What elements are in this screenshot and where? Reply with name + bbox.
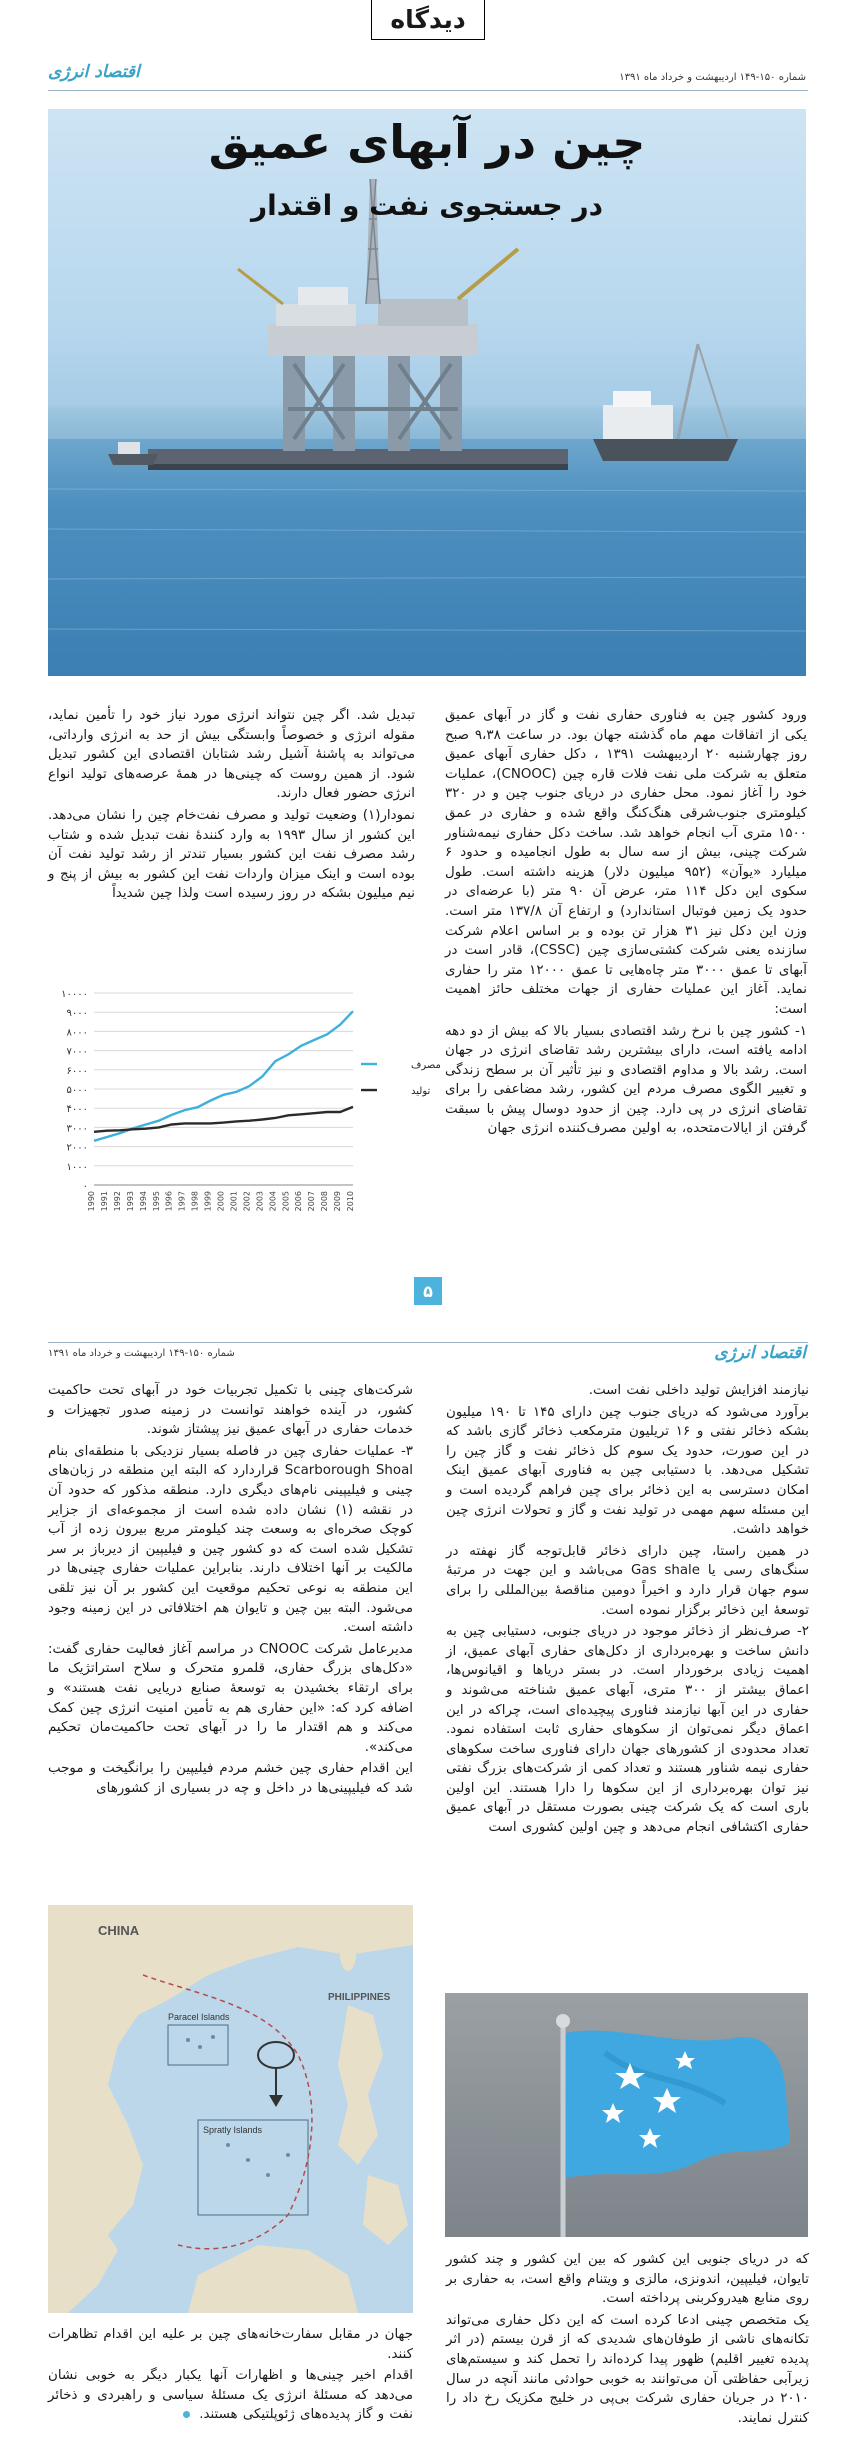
page2-left-column-bottom bbox=[48, 2325, 413, 2455]
y-tick-label: ۵۰۰۰ bbox=[66, 1085, 88, 1096]
x-tick-label: 1992 bbox=[112, 1191, 122, 1212]
paragraph: ۳- عملیات حفاری چین در فاصله بسیار نزدیکی با منطقه‌ای بنام Scarborough Shoal قراردارد که البته این منطقه در زبان‌های چینی و فیلیپینی نام‌های دیگری دارد. منطقه مذکور که حدود آن در نقشه (۱) نشان داده شده است از مجموعه‌ای از جزایر کوچک صخره‌ای به وسعت چند کیلومتر مربع بیرون زده از آب تشکیل شده است که دو کشور چین و فیلیپین از دیرباز بر سر مالکیت بر آنها اختلاف دارند. بنابراین عملیات حفاری چینی‌ها در این منطقه به نوعی تحکیم موقعیت این کشور بر آن نیز تلقی می‌شود. البته بین چین و تایوان هم اختلافاتی در این زمینه وجود داشته است. bbox=[48, 1443, 413, 1636]
series-line bbox=[94, 1011, 353, 1141]
x-tick-label: 2008 bbox=[320, 1191, 330, 1212]
map-label-philippines: PHILIPPINES bbox=[328, 1992, 391, 2003]
paragraph: یک متخصص چینی ادعا کرده است که این دکل حفاری می‌تواند تکانه‌های ناشی از طوفان‌های شدیدی که از قرن بیستم (در اثر پدیده تغییر اقلیم) ظهور پیدا کرده‌اند را تحمل کند و سیستم‌های زیرآبی حفاظتی آن می‌توانند به خوبی حوادثی مانند آنچه در سال ۲۰۱۰ در جریان حفاری شرکت بی‌پی در خلیج مکزیک رخ داد را کنترل نمایند. bbox=[446, 2312, 809, 2426]
x-tick-label: 2006 bbox=[294, 1191, 304, 1212]
x-tick-label: 1997 bbox=[177, 1191, 187, 1212]
x-tick-label: 2005 bbox=[281, 1191, 291, 1212]
paragraph: جهان در مقابل سفارت‌خانه‌های چین بر علیه این اقدام تظاهرات کنند. bbox=[48, 2327, 413, 2362]
x-tick-label: 2007 bbox=[307, 1191, 317, 1212]
x-tick-label: 1996 bbox=[164, 1191, 174, 1212]
page2-issue-line: شماره ۱۵۰-۱۴۹ اردیبهشت و خرداد ماه ۱۳۹۱ bbox=[48, 1348, 235, 1359]
paragraph: برآورد می‌شود که دریای جنوب چین دارای ۱۴۵ تا ۱۹۰ میلیون بشکه ذخائر نفتی و ۱۶ تریلیون مترمکعب ذخائر گازی باشد که در این صورت، حدود یک سوم کل ذخائر نفت و گاز چین را تشکیل می‌دهد. با دستیابی چین به فناوری آبهای عمیق اینک امکان دسترسی به این ذخائر برای چین فراهم گردیده است و این مسئله سهم مهمی در تولید نفت و گاز و تحولات انرژی چین خواهد داشت. bbox=[446, 1404, 809, 1538]
x-tick-label: 2002 bbox=[242, 1191, 252, 1212]
section-tab: دیدگاه bbox=[371, 0, 485, 40]
y-tick-label: ۹۰۰۰ bbox=[66, 1008, 88, 1020]
page2-left-column bbox=[48, 1381, 413, 1891]
y-tick-label: ۱۰۰۰۰ bbox=[61, 989, 88, 1000]
x-tick-label: 1993 bbox=[125, 1191, 135, 1212]
map-illustration bbox=[48, 1905, 413, 2313]
paragraph: شرکت‌های چینی با تکمیل تجربیات خود در آبهای تحت حاکمیت کشور، در آینده خواهند توانست در زمینه صدور تجهیزات و خدمات حفاری در آبهای عمیق نیز پیشتاز شوند. bbox=[48, 1383, 413, 1438]
chart-svg bbox=[48, 985, 441, 1240]
y-tick-label: ۰ bbox=[82, 1181, 88, 1192]
x-tick-label: 2001 bbox=[229, 1191, 239, 1212]
y-tick-label: ۲۰۰۰ bbox=[66, 1142, 88, 1154]
y-tick-label: ۶۰۰۰ bbox=[66, 1065, 88, 1077]
x-tick-label: 1990 bbox=[87, 1191, 96, 1212]
legend-label: تولید bbox=[411, 1086, 431, 1098]
page-number: ۵ bbox=[414, 1277, 442, 1305]
oil-production-consumption-chart bbox=[48, 985, 441, 1240]
page2-header-divider bbox=[48, 1342, 808, 1343]
x-tick-label: 1995 bbox=[151, 1191, 161, 1212]
x-tick-label: 2003 bbox=[255, 1191, 265, 1212]
paragraph: ۲- صرف‌نظر از ذخائر موجود در دریای جنوبی، دستیابی چین به دانش ساخت و بهره‌برداری از دکل‌های حفاری آبهای عمیق، از اهمیت زیادی برخوردار است. در بستر دریاها و اقیانوس‌ها، اعماق بیشتر از ۳۰۰ متری، آبهای عمیق شناخته می‌شوند و حفاری در این آبها نیازمند فناوری پیچیده‌ای است، چراکه در این اعماق دیگر نمی‌توان از سکوهای حفاری ثابت استفاده نمود. تعداد محدودی از کشورهای جهان دارای فناوری ساخت سکوهای حفاری نیمه شناور هستند و تعداد کمی از شرکت‌های بزرگ نفتی نیز توان بهره‌برداری از این سکوها را دارا هستند. این اولین باری است که یک شرکت چینی بصورت مستقل در آبهای عمیق حفاری اکتشافی انجام می‌دهد و چین اولین کشوری است bbox=[446, 1624, 809, 1836]
paragraph: این اقدام حفاری چین خشم مردم فیلیپین را برانگیخت و موجب شد که فیلیپینی‌ها در داخل و چه در بسیاری از کشورهای bbox=[48, 1761, 413, 1796]
header-divider bbox=[48, 90, 808, 91]
flag-illustration bbox=[445, 1993, 808, 2237]
hero-title: چین در آبهای عمیق bbox=[208, 115, 646, 169]
x-tick-label: 1994 bbox=[138, 1191, 148, 1212]
paragraph: ورود کشور چین به فناوری حفاری نفت و گاز در آبهای عمیق یکی از اتفاقات مهم ماه گذشته جهان بود. در ساعت ۹،۳۸ صبح روز چهارشنبه ۲۰ اردیبهشت ۱۳۹۱ ، دکل حفاری آبهای عمیق متعلق به شرکت ملی نفت فلات قاره چین (CNOOC)، عملیات خود را آغاز نمود. محل حفاری در دریای جنوب چین و در ۳۲۰ کیلومتری جنوب‌شرقی هنگ‌کنگ واقع شده و حفاری در عمق ۱۵۰۰ متری آب انجام خواهد شد. ساخت دکل حفاری نیمه‌شناور شرکت چینی، بیش از سه سال به طول انجامیده و حدود ۶ میلیارد «یوآن» (۹۵۲ میلیون دلار) هزینه داشته است. طول سکوی این دکل ۱۱۴ متر، عرض آن ۹۰ متر (با عرضه‌ای در حدود یک زمین فوتبال استاندارد) و ارتفاع آن ۱۳۷/۸ متر است. وزن این دکل نیز ۳۱ هزار تن بوده و بر اساس اعلام شرکت سازنده یعنی شرکت کشتی‌سازی چین (CSSC)، قادر است در آبهای تا عمق ۳۰۰۰ متر چاه‌هایی تا عمق ۱۲۰۰۰ متر را حفاری نماید. آغاز این عملیات حفاری از جهات مختلف حائز اهمیت است: bbox=[445, 708, 808, 1017]
x-tick-label: 1998 bbox=[190, 1191, 200, 1212]
page2-right-column bbox=[446, 1381, 809, 1977]
y-tick-label: ۷۰۰۰ bbox=[66, 1046, 88, 1058]
x-tick-label: 1999 bbox=[203, 1191, 213, 1212]
map-label-spratly: Spratly Islands bbox=[203, 2125, 263, 2135]
map-label-china: CHINA bbox=[98, 1923, 140, 1938]
page2-right-column-bottom bbox=[446, 2250, 809, 2455]
hero-image bbox=[48, 109, 806, 676]
paragraph: تبدیل شد. اگر چین نتواند انرژی مورد نیاز خود را تأمین نماید، مقوله انرژی و خصوصاً وابستگی بیش از حد به انرژی وارداتی، می‌تواند به پاشنهٔ آشیل رشد شتابان اقتصادی این کشور تبدیل شود. از همین روست که چینی‌ها در همهٔ عرصه‌های تولید انواع انرژی حضور فعال دارند. bbox=[48, 708, 415, 802]
closing-paragraph bbox=[48, 2366, 413, 2425]
x-tick-label: 2000 bbox=[216, 1191, 226, 1212]
paragraph: ۱- کشور چین با نرخ رشد اقتصادی بسیار بالا که بیش از دو دهه ادامه یافته است، دارای بیشترین رشد تقاضای انرژی در جهان است. رشد بالا و مداوم اقتصادی و نیز تأثیر آن بر سطح زندگی و تغییر الگوی مصرف مردم این کشور، رشد مضاعفی را برای تقاضای انرژی در پی دارد. چین از حدود دوسال پیش با سبقت گرفتن از ایالات‌متحده، به اولین مصرف‌کننده انرژی جهان bbox=[445, 1023, 807, 1137]
magazine-logo: اقتصاد انرژی bbox=[48, 62, 140, 82]
legend-label: مصرف bbox=[411, 1060, 441, 1072]
map-label-paracel: Paracel Islands bbox=[168, 2012, 230, 2022]
issue-line: شماره ۱۵۰-۱۴۹ اردیبهشت و خرداد ماه ۱۳۹۱ bbox=[619, 72, 806, 83]
south-china-sea-map bbox=[48, 1905, 413, 2313]
y-tick-label: ۴۰۰۰ bbox=[66, 1104, 88, 1116]
paragraph: در همین راستا، چین دارای ذخائر قابل‌توجه گاز نهفته در سنگ‌های رسی یا Gas shale می‌باشد و این جهت در مرتبهٔ سوم جهان قرار دارد و اخیراً دومین مناقصهٔ بین‌المللی را برای توسعهٔ این ذخائر برگزار نموده است. bbox=[446, 1543, 809, 1618]
flag-image bbox=[445, 1993, 808, 2237]
end-of-article-icon bbox=[183, 2411, 190, 2418]
paragraph: که در دریای جنوبی این کشور که بین این کشور و چند کشور تایوان، فیلیپین، اندونزی، مالزی و ویتنام واقع است، به حفاری بر روی منابع هیدروکربنی پرداخته است. bbox=[446, 2252, 809, 2307]
paragraph-text: اقدام اخیر چینی‌ها و اظهارات آنها یکبار دیگر به خوبی نشان می‌دهد که مسئلهٔ انرژی یک مسئلهٔ سیاسی و راهبردی و ذخائر نفت و گاز پدیده‌های ژئوپلتیکی هستند. bbox=[48, 2368, 413, 2423]
x-tick-label: 1991 bbox=[99, 1191, 109, 1212]
y-tick-label: ۱۰۰۰ bbox=[66, 1161, 88, 1173]
page1-right-column bbox=[445, 706, 807, 1266]
paragraph: نمودار(۱) وضعیت تولید و مصرف نفت‌خام چین را نشان می‌دهد. این کشور از سال ۱۹۹۳ به وارد کنندهٔ نفت تبدیل شده و شتاب رشد مصرف نفت این کشور بسیار تندتر از رشد تولید نفت آن بوده است و اینک میزان واردات نفت این کشور به بیش از پنج و نیم میلیون بشکه در روز رسیده است ولذا چین شدیداً bbox=[48, 807, 415, 902]
paragraph: نیازمند افزایش تولید داخلی نفت است. bbox=[588, 1383, 809, 1398]
hero-subtitle: در جستجوی نفت و اقتدار bbox=[251, 189, 603, 222]
y-tick-label: ۳۰۰۰ bbox=[66, 1123, 88, 1135]
y-tick-label: ۸۰۰۰ bbox=[66, 1027, 88, 1039]
x-tick-label: 2004 bbox=[268, 1191, 278, 1212]
paragraph: مدیرعامل شرکت CNOOC در مراسم آغاز فعالیت حفاری گفت: «دکل‌های بزرگ حفاری، قلمرو متحرک و سلاح استراتژیک ما برای ارتقاء بخشیدن به توسعهٔ صنایع دریایی نفت هستند» و اضافه کرد که: «این حفاری هم به تأمین امنیت انرژی چین کمک می‌کند و هم اقتدار ما را در آبهای تحت حاکمیت‌مان تحکیم می‌کند». bbox=[48, 1641, 413, 1755]
page2-magazine-logo: اقتصاد انرژی bbox=[714, 1343, 806, 1363]
x-tick-label: 2010 bbox=[346, 1191, 355, 1212]
page1-left-column bbox=[48, 706, 415, 974]
x-tick-label: 2009 bbox=[333, 1191, 343, 1212]
